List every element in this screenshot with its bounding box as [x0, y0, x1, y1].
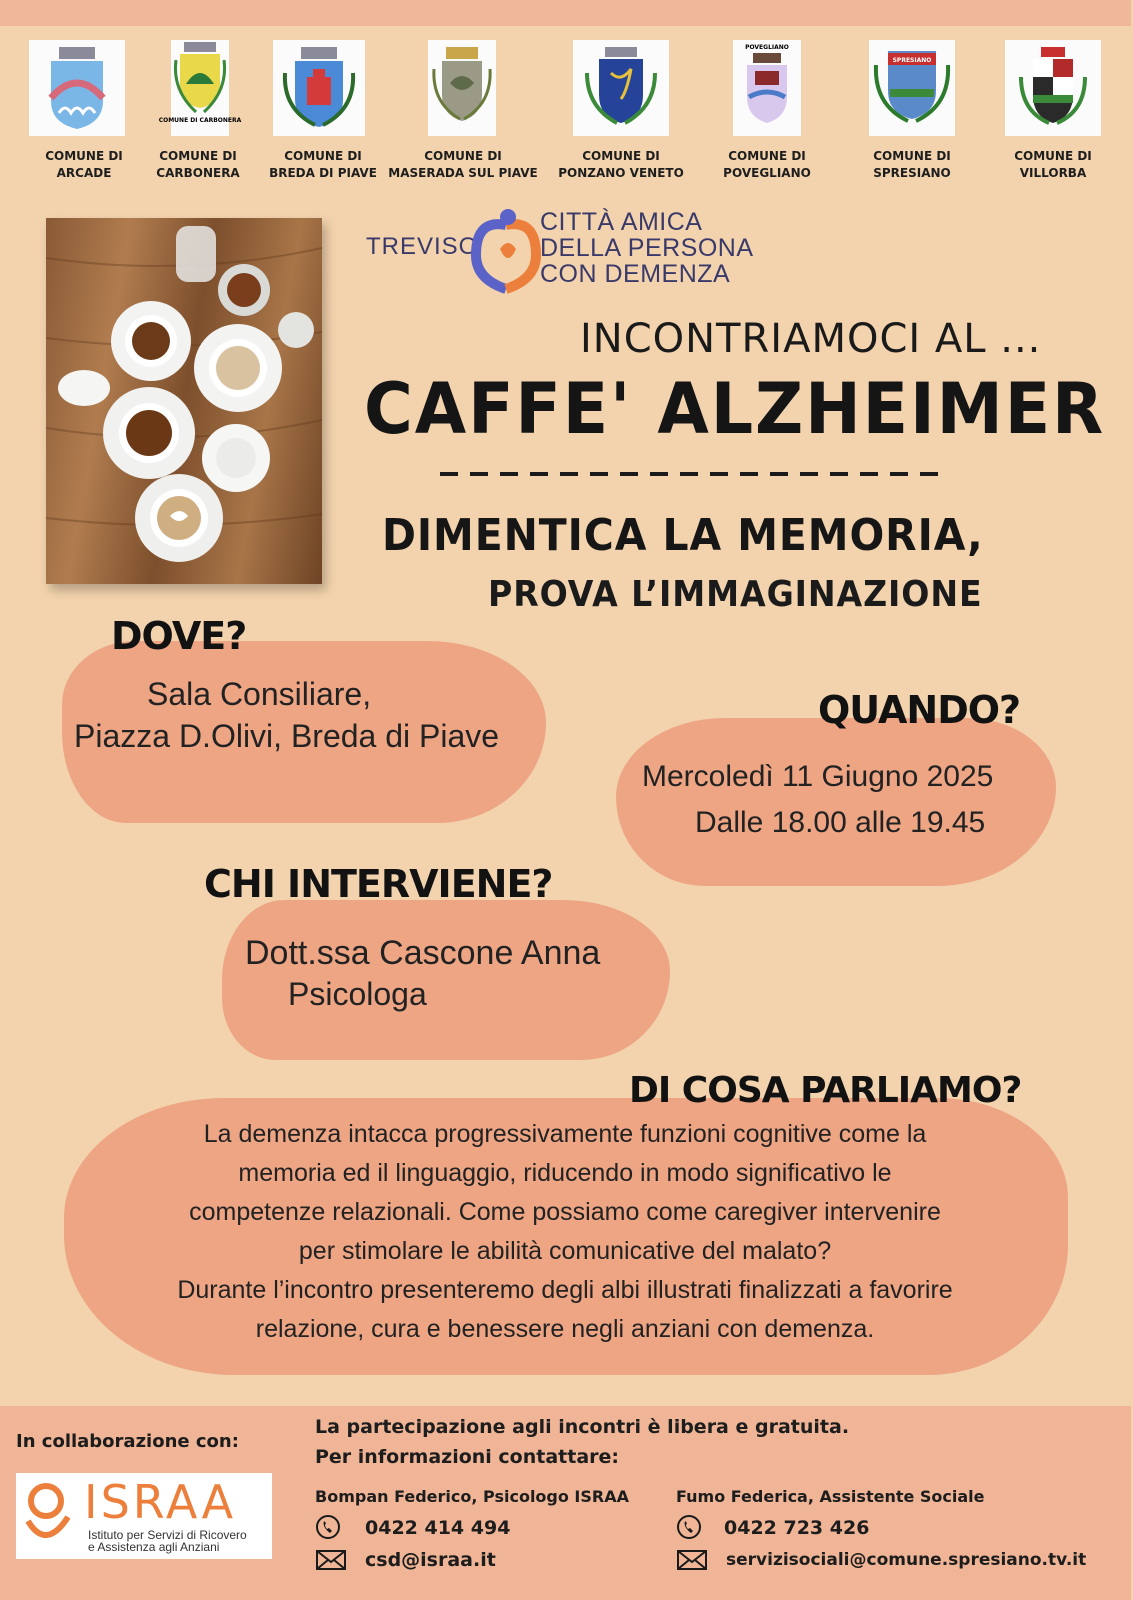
- contact-1-email[interactable]: csd@israa.it: [365, 1549, 496, 1571]
- spresiano-crest-icon: [869, 40, 955, 136]
- intro-heading: INCONTRIAMOCI AL ...: [580, 316, 1042, 362]
- crest-label-spresiano: COMUNE DI SPRESIANO: [873, 149, 951, 180]
- citta-amica-logo: [366, 205, 786, 290]
- topic-description: La demenza intacca progressivamente funzioni cognitive come la memoria ed il linguaggio, riducendo in modo significativo le competenze relazionali. Come possiamo come caregiver intervenire per stimolare le abilità comunicative del malato? Durante l’incontro presenteremo degli albi illustrati finalizzati a favorire relazione, cura e benessere negli anziani con demenza.: [177, 1120, 953, 1343]
- contact-2-name: Fumo Federica, Assistente Sociale: [676, 1487, 985, 1506]
- contact-1-name: Bompan Federico, Psicologo ISRAA: [315, 1487, 629, 1506]
- email-icon: [315, 1547, 347, 1573]
- where-line-1: Sala Consiliare,: [147, 676, 372, 712]
- maserada-crest-icon: [428, 40, 496, 136]
- dashed-divider: [440, 470, 940, 478]
- when-heading: QUANDO?: [818, 688, 1021, 732]
- phone-icon: [315, 1514, 347, 1540]
- spresiano-crest-caption: SPRESIANO: [892, 57, 932, 64]
- crest-label-breda: COMUNE DI BREDA DI PIAVE: [269, 149, 377, 180]
- crest-label-arcade: COMUNE DI ARCADE: [45, 149, 123, 180]
- crest-label-carbonera: COMUNE DI CARBONERA: [156, 149, 240, 180]
- crest-label-ponzano: COMUNE DI PONZANO VENETO: [558, 149, 684, 180]
- info-contact-label: Per informazioni contattare:: [315, 1446, 620, 1468]
- where-heading: DOVE?: [111, 614, 247, 658]
- page-title: CAFFE' ALZHEIMER: [364, 368, 1106, 450]
- israa-mark-icon: [22, 1479, 74, 1553]
- israa-logo: [16, 1473, 272, 1559]
- top-band: [0, 0, 1131, 26]
- carbonera-crest-icon: [158, 40, 242, 136]
- when-time: Dalle 18.00 alle 19.45: [695, 806, 986, 839]
- when-blob: [616, 718, 1056, 886]
- povegliano-crest-icon: [733, 40, 801, 136]
- contact-2-email[interactable]: servizisociali@comune.spresiano.tv.it: [726, 1550, 1087, 1570]
- collaboration-label: In collaborazione con:: [16, 1431, 239, 1452]
- speaker-heading: CHI INTERVIENE?: [204, 862, 553, 906]
- breda-crest-icon: [273, 40, 365, 136]
- topic-heading: DI COSA PARLIAMO?: [629, 1070, 1022, 1111]
- crest-label-maserada: COMUNE DI MASERADA SUL PIAVE: [388, 149, 538, 180]
- email-icon: [676, 1547, 708, 1573]
- subtitle-line-2: PROVA L’IMMAGINAZIONE: [488, 574, 983, 615]
- villorba-crest-icon: [1005, 40, 1101, 136]
- carbonera-crest-caption: COMUNE DI CARBONERA: [158, 117, 242, 124]
- heart-person-icon: [470, 205, 542, 291]
- ponzano-crest-icon: [573, 40, 669, 136]
- speaker-name: Dott.ssa Cascone Anna: [245, 934, 601, 972]
- povegliano-crest-caption: POVEGLIANO: [745, 44, 789, 51]
- subtitle-line-1: DIMENTICA LA MEMORIA,: [382, 510, 984, 561]
- arcade-crest-icon: [29, 40, 125, 136]
- free-participation: La partecipazione agli incontri è libera e gratuita.: [315, 1416, 850, 1438]
- contact-2-phone[interactable]: 0422 723 426: [724, 1517, 870, 1539]
- speaker-role: Psicologa: [288, 976, 427, 1012]
- logo-tagline: CITTÀ AMICA DELLA PERSONA CON DEMENZA: [540, 208, 754, 288]
- israa-name: ISRAA: [84, 1475, 237, 1529]
- crest-label-villorba: COMUNE DI VILLORBA: [1014, 149, 1092, 180]
- when-date: Mercoledì 11 Giugno 2025: [642, 760, 994, 793]
- logo-city: TREVISO: [366, 233, 479, 260]
- where-line-2: Piazza D.Olivi, Breda di Piave: [74, 718, 500, 754]
- coffee-table-photo: [46, 218, 322, 584]
- contact-1-phone[interactable]: 0422 414 494: [365, 1517, 511, 1539]
- crest-label-povegliano: COMUNE DI POVEGLIANO: [723, 149, 811, 180]
- phone-icon: [676, 1514, 708, 1540]
- israa-subtitle: Istituto per Servizi di Ricovero e Assistenza agli Anziani: [88, 1528, 247, 1554]
